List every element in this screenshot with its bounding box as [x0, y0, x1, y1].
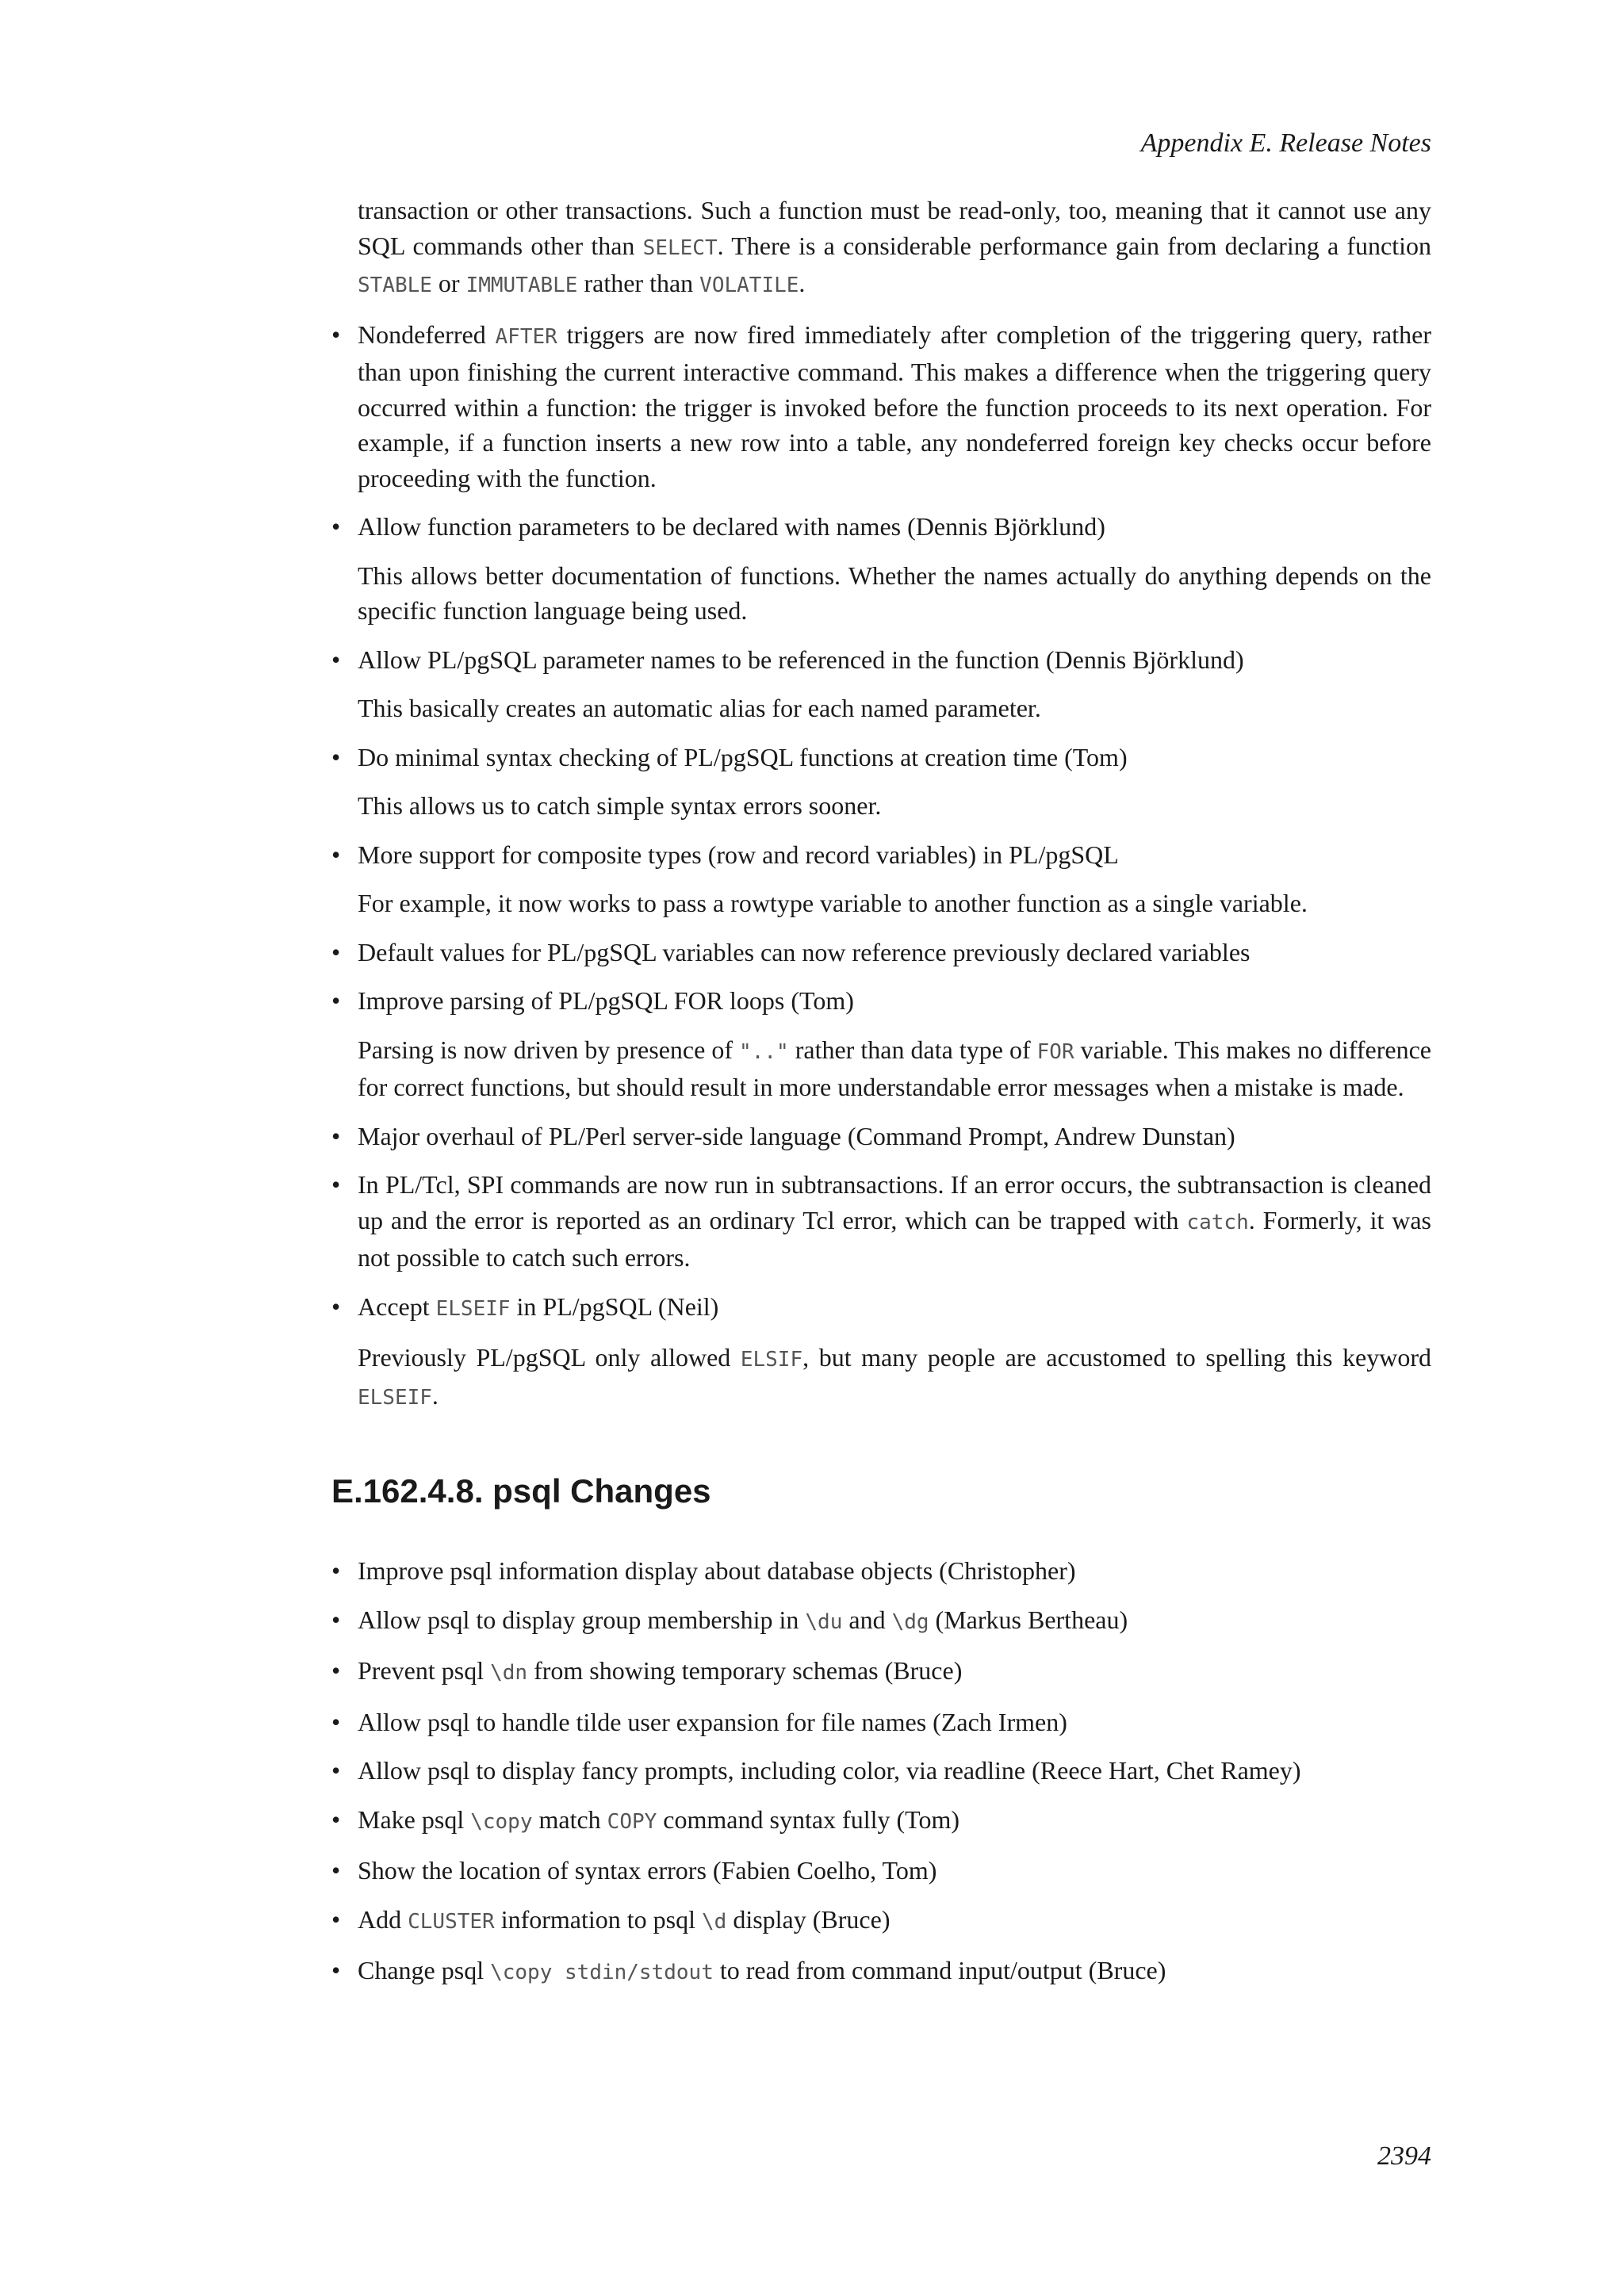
intro-paragraph: [358, 193, 1431, 304]
bullet-icon: •: [331, 1707, 341, 1736]
list-item-function-parameter-names: [331, 509, 1431, 629]
item-text: Show the location of syntax errors (Fabien Coelho, Tom): [358, 1856, 937, 1885]
bullet-icon: •: [331, 986, 341, 1015]
running-header: Appendix E. Release Notes: [1140, 128, 1431, 158]
bullet-icon: •: [331, 1121, 341, 1150]
text-run: variable. This makes no difference for correct functions, but should result in more understandable error messages when a mistake is made.: [358, 1035, 1432, 1101]
bullet-icon: •: [331, 1292, 341, 1321]
code-elsif: ELSIF: [740, 1348, 803, 1372]
item-text: [358, 1167, 1431, 1276]
code-dg: \dg: [891, 1609, 929, 1634]
item-title: Improve parsing of PL/pgSQL FOR loops (Tom): [358, 986, 854, 1015]
text-run: .: [799, 269, 806, 297]
item-text: [358, 317, 1431, 496]
item-text: Allow psql to display fancy prompts, including color, via readline (Reece Hart, Chet Ramey): [358, 1756, 1301, 1785]
text-run: from showing temporary schemas (Bruce): [527, 1656, 963, 1685]
item-description: This allows better documentation of functions. Whether the names actually do anything depends on the specific function language being used.: [358, 561, 1431, 625]
text-run: In PL/Tcl, SPI commands are now run in subtransactions. If an error occurs, the subtransaction is cleaned up and the error is reported as an ordinary Tcl error, which can be trapped with: [358, 1170, 1431, 1234]
code-elseif: ELSEIF: [358, 1385, 432, 1410]
code-copy-stdin: \copy stdin/stdout: [490, 1961, 714, 1984]
text-run: or: [431, 269, 466, 297]
item-description: For example, it now works to pass a rowtype variable to another function as a single variable.: [358, 889, 1308, 917]
text-run: Change psql: [358, 1956, 491, 1984]
text-run: rather than: [577, 269, 700, 297]
list-item-psql-prompts: [331, 1753, 1431, 1789]
text-run: Parsing is now driven by presence of: [358, 1035, 740, 1064]
text-run: information to psql: [494, 1904, 702, 1934]
text-run: Make psql: [358, 1804, 471, 1834]
text-run: to read from command input/output (Bruce): [713, 1956, 1166, 1984]
item-title: [358, 1289, 1431, 1327]
text-run: .: [431, 1380, 439, 1410]
code-copy: COPY: [607, 1809, 657, 1834]
text-run: rather than data type of: [788, 1035, 1037, 1064]
list-item-psql-syntax-errors: [331, 1853, 1431, 1888]
list-item-psql-group-membership: [331, 1602, 1431, 1640]
code-dotdot: "..": [739, 1039, 789, 1064]
item-text: [358, 1602, 1431, 1640]
item-title: Default values for PL/pgSQL variables can now reference previously declared variables: [358, 937, 1251, 966]
text-run: Prevent psql: [358, 1656, 491, 1685]
item-text: Improve psql information display about database objects (Christopher): [358, 1556, 1076, 1585]
code-elseif: ELSEIF: [435, 1296, 511, 1321]
code-after: AFTER: [495, 324, 557, 349]
text-run: in PL/pgSQL (Neil): [510, 1292, 719, 1321]
list-item-plpgsql-parameter-names: [331, 642, 1431, 726]
bullet-icon: •: [331, 742, 341, 771]
code-du: \du: [805, 1609, 843, 1634]
bullet-icon: •: [331, 1856, 341, 1885]
list-item-plperl-overhaul: [331, 1119, 1431, 1154]
text-run: , but many people are accustomed to spelling this keyword: [802, 1343, 1432, 1372]
item-description: [358, 1340, 1431, 1415]
bullet-icon: •: [331, 1956, 341, 1984]
text-run: Nondeferred: [358, 320, 496, 349]
item-text: [358, 1953, 1431, 1991]
text-run: Add: [358, 1904, 408, 1934]
bullet-icon: •: [331, 1904, 341, 1934]
item-title: More support for composite types (row and record variables) in PL/pgSQL: [358, 840, 1119, 869]
text-run: transaction or other transactions. Such a function must be read-only, too, meaning that it cannot use any SQL commands other than: [358, 196, 1431, 260]
text-run: Accept: [358, 1292, 436, 1321]
list-item-psql-dn: [331, 1653, 1431, 1691]
bullet-icon: •: [331, 320, 341, 349]
code-cluster: CLUSTER: [408, 1909, 495, 1934]
text-run: and: [842, 1605, 892, 1634]
bullet-icon: •: [331, 1656, 341, 1685]
text-run: display (Bruce): [726, 1904, 891, 1934]
text-run: . There is a considerable performance gain from declaring a function: [717, 231, 1432, 260]
text-run: triggers are now fired immediately after completion of the triggering query, rather than upon finishing the current interactive command. This makes a difference when the triggering query occurred within a function: the trigger is invoked before the function proceeds to its next operation. For example, if a function inserts a new row into a table, any nondeferred foreign key checks occur before proceeding with the function.: [358, 320, 1432, 492]
bullet-icon: •: [331, 512, 341, 541]
list-item-default-values: [331, 935, 1431, 970]
item-text: [358, 1653, 1431, 1691]
code-d: \d: [702, 1909, 727, 1934]
bullet-icon: •: [331, 645, 341, 674]
list-item-psql-cluster: [331, 1902, 1431, 1940]
bullet-icon: •: [331, 840, 341, 869]
list-item-psql-display: [331, 1553, 1431, 1589]
item-text: [358, 1802, 1431, 1840]
text-run: command syntax fully (Tom): [657, 1804, 959, 1834]
text-run: match: [532, 1804, 607, 1834]
bullet-icon: •: [331, 937, 341, 966]
text-run: Allow psql to display group membership in: [358, 1605, 806, 1634]
code-copy-cmd: \copy: [470, 1809, 533, 1834]
code-immutable: IMMUTABLE: [465, 274, 578, 297]
list-item-psql-tilde: [331, 1705, 1431, 1740]
code-volatile: VOLATILE: [699, 274, 799, 297]
item-title: Major overhaul of PL/Perl server-side language (Command Prompt, Andrew Dunstan): [358, 1121, 1235, 1150]
list-item-composite-types: [331, 837, 1431, 921]
text-run: Previously PL/pgSQL only allowed: [358, 1343, 741, 1372]
bullet-icon: •: [331, 1556, 341, 1585]
list-item-for-loops: [331, 983, 1432, 1105]
page-content: [331, 193, 1431, 2004]
list-item-pltcl-subtransactions: [331, 1167, 1432, 1276]
code-stable: STABLE: [358, 274, 432, 297]
list-item-elseif: [331, 1289, 1432, 1416]
item-title: Allow function parameters to be declared with names (Dennis Björklund): [358, 512, 1105, 541]
code-for: FOR: [1036, 1039, 1074, 1064]
section-heading: E.162.4.8. psql Changes: [331, 1472, 711, 1510]
item-description: [358, 1032, 1431, 1105]
list-item-psql-copy-stdin: [331, 1953, 1431, 1991]
code-select: SELECT: [642, 235, 718, 260]
bullet-icon: •: [331, 1756, 341, 1785]
bullet-icon: •: [331, 1804, 341, 1834]
code-dn: \dn: [490, 1661, 528, 1685]
list-item-syntax-checking: [331, 740, 1431, 824]
item-title: Allow PL/pgSQL parameter names to be referenced in the function (Dennis Björklund): [358, 645, 1244, 674]
item-text: Allow psql to handle tilde user expansion for file names (Zach Irmen): [358, 1707, 1067, 1736]
code-catch: catch: [1186, 1210, 1249, 1234]
page-number: 2394: [1377, 2141, 1431, 2171]
item-text: [358, 1902, 1431, 1940]
text-run: (Markus Bertheau): [929, 1605, 1128, 1634]
item-description: This allows us to catch simple syntax errors sooner.: [358, 791, 882, 820]
item-title: Do minimal syntax checking of PL/pgSQL functions at creation time (Tom): [358, 742, 1128, 771]
list-item-psql-copy-syntax: [331, 1802, 1431, 1840]
text-run: . Formerly, it was not possible to catch such errors.: [358, 1205, 1432, 1272]
bullet-icon: •: [331, 1170, 341, 1199]
bullet-icon: •: [331, 1605, 341, 1634]
item-description: This basically creates an automatic alias for each named parameter.: [358, 694, 1041, 722]
list-item-after-triggers: [331, 317, 1432, 496]
